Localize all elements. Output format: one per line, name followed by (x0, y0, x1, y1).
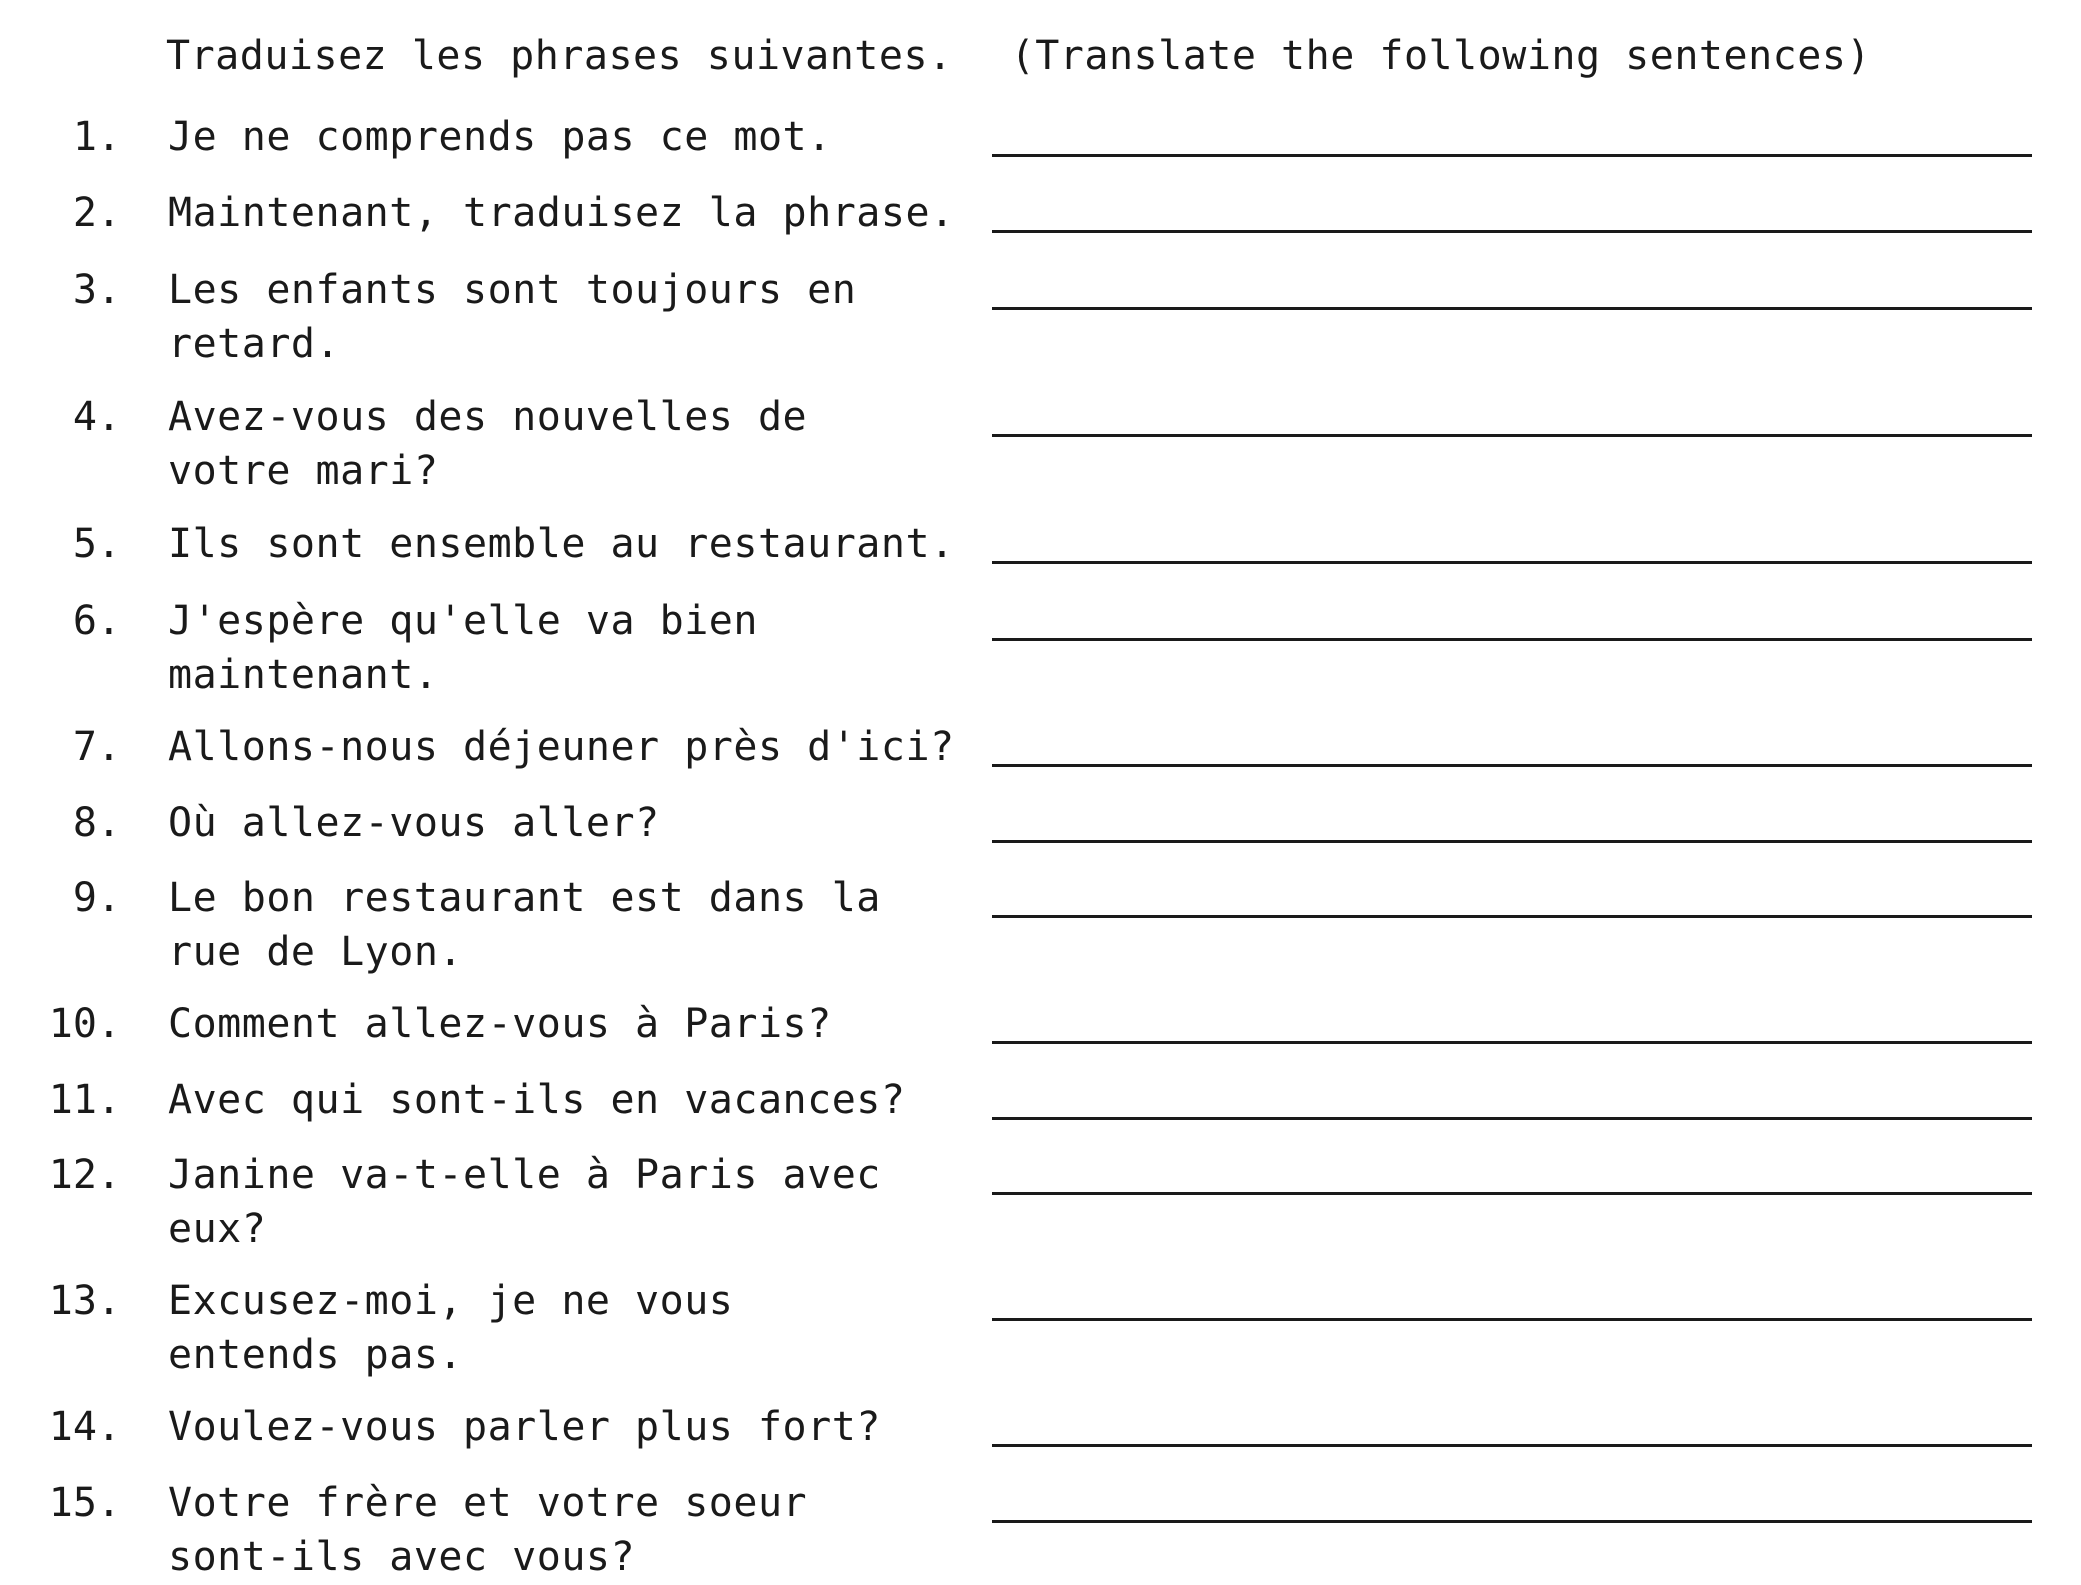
item-number: 2. (72, 190, 121, 236)
french-sentence: Votre frère et votre soeur sont-ils avec vous? (168, 1480, 808, 1580)
item-number: 6. (72, 598, 121, 644)
french-sentence: Avez-vous des nouvelles de votre mari? (168, 394, 808, 494)
answer-blank[interactable] (992, 230, 2032, 233)
item-number: 1. (72, 114, 121, 160)
instructions (166, 28, 1871, 84)
answer-blank[interactable] (992, 638, 2032, 641)
french-sentence: Maintenant, traduisez la phrase. (168, 190, 955, 236)
instructions-french: Traduisez les phrases suivantes. (166, 33, 953, 79)
answer-blank[interactable] (992, 915, 2032, 918)
item-number: 10. (48, 1001, 121, 1047)
french-sentence: J'espère qu'elle va bien maintenant. (168, 598, 758, 698)
answer-blank[interactable] (992, 1117, 2032, 1120)
french-sentence: Les enfants sont toujours en retard. (168, 267, 857, 367)
french-sentence: Je ne comprends pas ce mot. (168, 114, 832, 160)
item-number: 11. (48, 1077, 121, 1123)
instructions-english: (Translate the following sentences) (1010, 33, 1871, 79)
french-sentence: Voulez-vous parler plus fort? (168, 1404, 881, 1450)
french-sentence: Janine va-t-elle à Paris avec eux? (168, 1152, 881, 1252)
item-number: 8. (72, 800, 121, 846)
french-sentence: Comment allez-vous à Paris? (168, 1001, 832, 1047)
answer-blank[interactable] (992, 434, 2032, 437)
answer-blank[interactable] (992, 307, 2032, 310)
item-number: 12. (48, 1152, 121, 1198)
answer-blank[interactable] (992, 1041, 2032, 1044)
answer-blank[interactable] (992, 561, 2032, 564)
answer-blank[interactable] (992, 1192, 2032, 1195)
french-sentence: Où allez-vous aller? (168, 800, 660, 846)
item-number: 13. (48, 1278, 121, 1324)
item-number: 5. (72, 521, 121, 567)
answer-blank[interactable] (992, 764, 2032, 767)
french-sentence: Avec qui sont-ils en vacances? (168, 1077, 906, 1123)
answer-blank[interactable] (992, 154, 2032, 157)
item-number: 7. (72, 724, 121, 770)
item-number: 4. (72, 394, 121, 440)
french-sentence: Excusez-moi, je ne vous entends pas. (168, 1278, 734, 1378)
french-sentence: Allons-nous déjeuner près d'ici? (168, 724, 955, 770)
answer-blank[interactable] (992, 1318, 2032, 1321)
answer-blank[interactable] (992, 840, 2032, 843)
item-number: 15. (48, 1480, 121, 1526)
french-sentence: Le bon restaurant est dans la rue de Lyon. (168, 875, 881, 975)
answer-blank[interactable] (992, 1520, 2032, 1523)
item-number: 3. (72, 267, 121, 313)
french-sentence: Ils sont ensemble au restaurant. (168, 521, 955, 567)
answer-blank[interactable] (992, 1444, 2032, 1447)
item-number: 14. (48, 1404, 121, 1450)
item-number: 9. (72, 875, 121, 921)
